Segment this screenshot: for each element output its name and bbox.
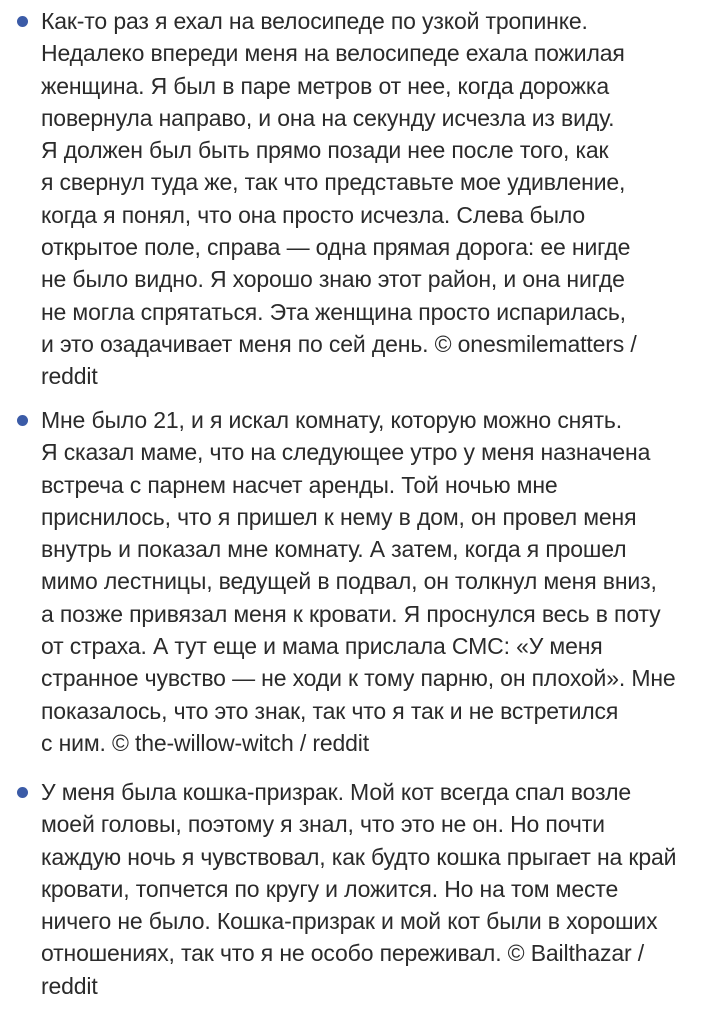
text-line: открытое поле, справа — одна прямая дорога: ее нигде — [41, 234, 631, 261]
text-line: повернула направо, и она на секунду исчезла из виду. — [41, 104, 615, 131]
text-line: Недалеко впереди меня на велосипеде ехала пожилая — [41, 40, 625, 67]
text-line: моей головы, поэтому я знал, что это не он. Но почти — [41, 811, 605, 838]
text-line: ничего не было. Кошка-призрак и мой кот были в хороших — [41, 908, 658, 935]
text-line: Мне было 21, и я искал комнату, которую можно снять. — [41, 407, 622, 433]
text-line: когда я понял, что она просто исчезла. Слева было — [41, 201, 586, 228]
text-line: странное чувство — не ходи к тому парню, он плохой». Мне — [41, 665, 676, 692]
text-line: каждую ночь я чувствовал, как будто кошка прыгает на край — [41, 843, 677, 870]
text-line: а позже привязал меня к кровати. Я проснулся весь в поту — [41, 600, 661, 627]
text-line: встреча с парнем насчет аренды. Той ночью мне — [41, 471, 558, 498]
text-line: Как-то раз я ехал на велосипеде по узкой тропинке. — [41, 8, 588, 34]
text-line: не могла спрятаться. Эта женщина просто испарилась, — [41, 298, 626, 325]
text-line: reddit — [41, 972, 98, 999]
bullet-dot — [17, 16, 28, 27]
text-line: и это озадачивает меня по сей день. © onesmilematters / — [41, 330, 637, 357]
text-line: отношениях, так что я не особо переживал. © Bailthazar / — [41, 940, 644, 967]
text-line: показалось, что это знак, так что я так и не встретился — [41, 697, 619, 724]
text-line: я свернул туда же, так что представьте мое удивление, — [41, 169, 626, 196]
text-line: внутрь и показал мне комнату. А затем, когда я прошел — [41, 536, 627, 563]
story-text — [41, 5, 728, 393]
text-line: reddit — [41, 363, 98, 390]
text-line: приснилось, что я пришел к нему в дом, он провел меня — [41, 503, 637, 530]
text-line: мимо лестницы, ведущей в подвал, он толкнул меня вниз, — [41, 568, 657, 595]
text-line: от страха. А тут еще и мама прислала СМС: «У меня — [41, 633, 603, 660]
text-line: не было видно. Я хорошо знаю этот район, и она нигде — [41, 266, 625, 293]
bullet-dot — [17, 787, 28, 798]
text-line: Я сказал маме, что на следующее утро у меня назначена — [41, 439, 651, 466]
text-line: Я должен был быть прямо позади нее после того, как — [41, 137, 609, 164]
text-line: кровати, топчется по кругу и ложится. Но на том месте — [41, 875, 619, 902]
text-line: женщина. Я был в паре метров от нее, когда дорожка — [41, 72, 609, 99]
story-text — [41, 404, 728, 759]
text-line: с ним. © the-willow-witch / reddit — [41, 729, 370, 756]
text-line: У меня была кошка-призрак. Мой кот всегда спал возле — [41, 779, 632, 805]
story-text — [41, 776, 728, 1002]
bullet-dot — [17, 415, 28, 426]
